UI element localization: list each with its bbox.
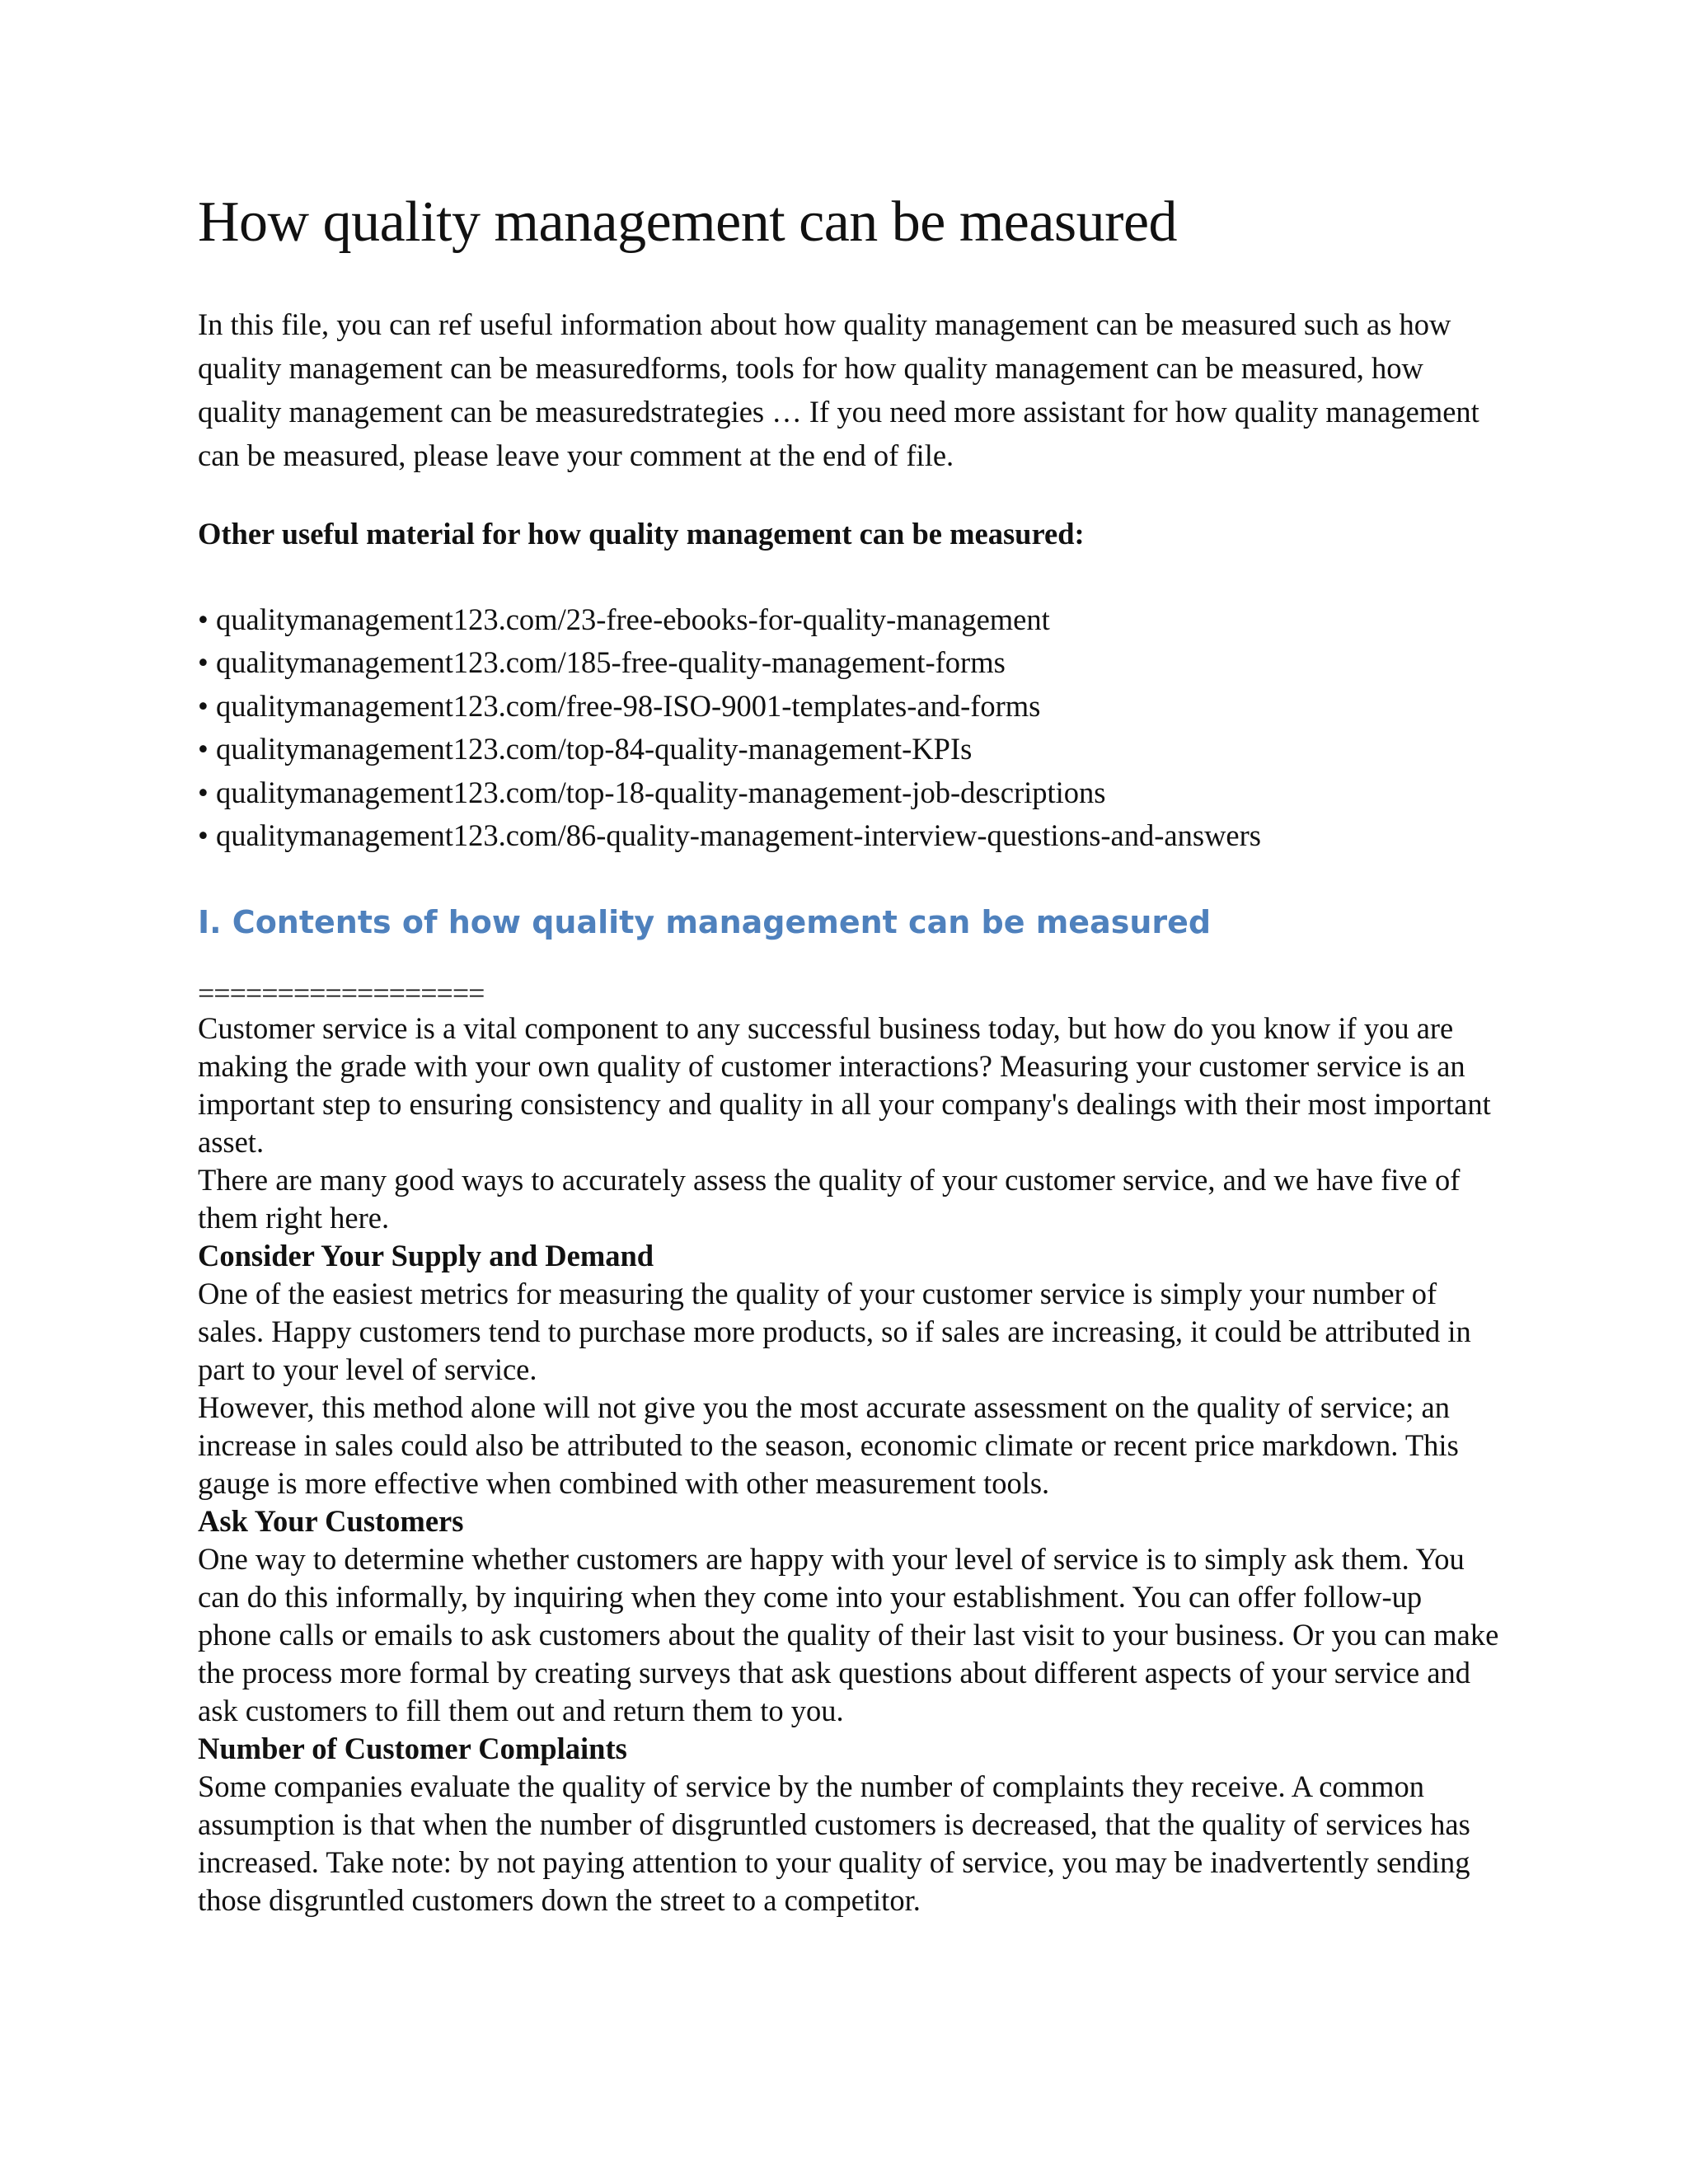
link-text[interactable]: qualitymanagement123.com/top-18-quality-management-job-descriptions [216, 775, 1106, 809]
link-text[interactable]: qualitymanagement123.com/top-84-quality-management-KPIs [216, 732, 973, 766]
list-item[interactable] [198, 598, 1500, 642]
bullet-icon: • [198, 645, 209, 679]
paragraph-sales-metric: One of the easiest metrics for measuring the quality of your customer service is simply your number of sales. Happy customers tend to purchase more products, so if sales are increasing, it could be attributed in part to your level of service. [198, 1276, 1471, 1386]
page-title: How quality management can be measured [198, 190, 1178, 254]
paragraph-customer-service: Customer service is a vital component to any successful business today, but how do you know if you are making the grade with your own quality of customer interactions? Measuring your customer service is an important step to ensuring consistency and quality in all your company's dealings with their most important asset. [198, 1010, 1491, 1159]
paragraph-complaints: Some companies evaluate the quality of service by the number of complaints they receive. A common assumption is that when the number of disgruntled customers is decreased, that the quality of services has increased. Take note: by not paying attention to your quality of service, you may be inadvertently sending those disgruntled customers down the street to a competitor. [198, 1769, 1470, 1917]
separator-line: ================== [198, 976, 485, 1010]
list-item[interactable] [198, 814, 1500, 858]
link-text[interactable]: qualitymanagement123.com/86-quality-management-interview-questions-and-answers [216, 818, 1261, 852]
bullet-icon: • [198, 602, 209, 636]
bullet-icon: • [198, 775, 209, 809]
link-text[interactable]: qualitymanagement123.com/23-free-ebooks-for-quality-management [216, 602, 1050, 636]
paragraph-assess-quality: There are many good ways to accurately assess the quality of your customer service, and we have five of them right here. [198, 1162, 1461, 1235]
bullet-icon: • [198, 688, 209, 723]
useful-links-list [198, 598, 1500, 858]
paragraph-method-limits: However, this method alone will not give you the most accurate assessment on the quality of service; an increase in sales could also be attributed to the season, economic climate or recent price markdown. This gauge is more effective when combined with other measurement tools. [198, 1390, 1459, 1500]
section-heading-supply-demand: Consider Your Supply and Demand [198, 1238, 654, 1272]
link-text[interactable]: qualitymanagement123.com/free-98-ISO-9001-templates-and-forms [216, 688, 1041, 723]
bullet-icon: • [198, 732, 209, 766]
contents-heading: I. Contents of how quality management can be measured [198, 903, 1212, 940]
paragraph-ask-customers: One way to determine whether customers are happy with your level of service is to simply ask them. You can do this informally, by inquiring when they come into your establishment. You can offer follow-up phone calls or emails to ask customers about the quality of their last visit to your business. Or you can make the process more formal by creating surveys that ask questions about different aspects of your service and ask customers to fill them out and return them to you. [198, 1541, 1499, 1727]
intro-paragraph: In this file, you can ref useful information about how quality management can be measured such as how quality management can be measuredforms, tools for how quality management can be measured, how quality management can be measuredstrategies … If you need more assistant for how quality management can be measured, please leave your comment at the end of file. [198, 307, 1479, 472]
list-item[interactable] [198, 641, 1500, 685]
document-page [198, 190, 1500, 1919]
list-item[interactable] [198, 771, 1500, 815]
link-text[interactable]: qualitymanagement123.com/185-free-quality-management-forms [216, 645, 1006, 679]
section-heading-ask-customers: Ask Your Customers [198, 1503, 464, 1538]
section-heading-complaints: Number of Customer Complaints [198, 1731, 627, 1765]
list-item[interactable] [198, 685, 1500, 729]
list-item[interactable] [198, 728, 1500, 771]
bullet-icon: • [198, 818, 209, 852]
useful-material-heading: Other useful material for how quality management can be measured: [198, 516, 1085, 551]
